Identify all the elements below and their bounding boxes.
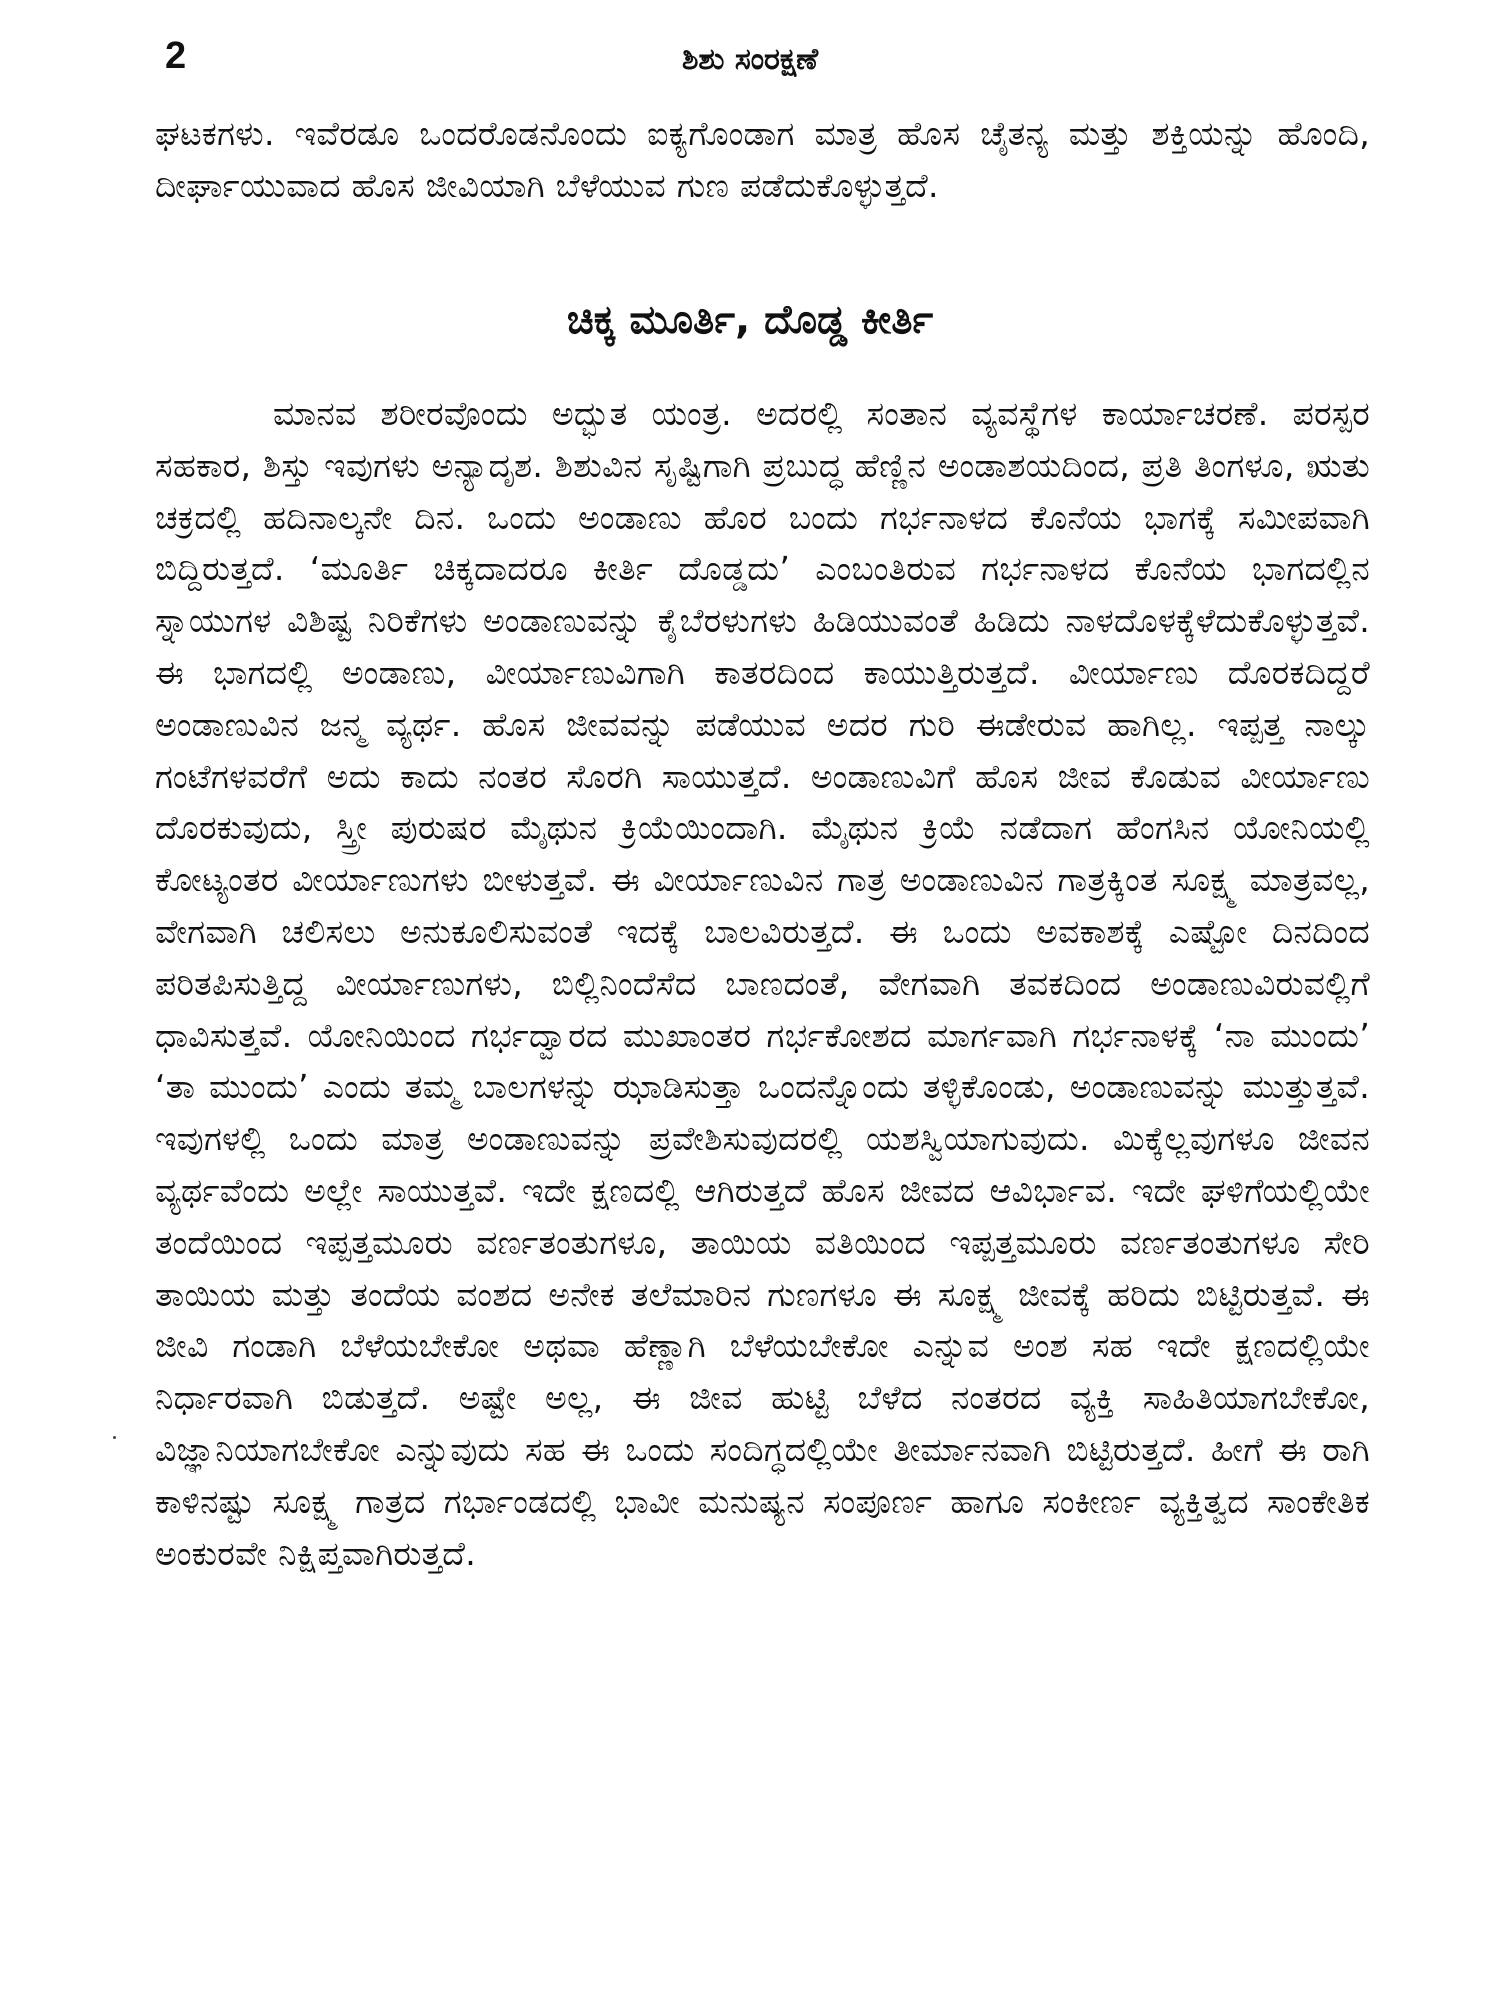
scan-speck [113,1436,116,1439]
paragraph-main: ಮಾನವ ಶರೀರವೊಂದು ಅದ್ಭುತ ಯಂತ್ರ. ಅದರಲ್ಲಿ ಸಂತಾನ ವ್ಯವಸ್ಥೆಗಳ ಕಾರ್ಯಾಚರಣೆ. ಪರಸ್ಪರ ಸಹಕಾರ, ಶಿಸ್ತು ಇವುಗಳು ಅನ್ಯಾದೃಶ. ಶಿಶುವಿನ ಸೃಷ್ಟಿಗಾಗಿ ಪ್ರಬುದ್ಧ ಹೆಣ್ಣಿನ ಅಂಡಾಶಯದಿಂದ, ಪ್ರತಿ ತಿಂಗಳೂ, ಋತು ಚಕ್ರದಲ್ಲಿ ಹದಿನಾಲ್ಕನೇ ದಿನ. ಒಂದು ಅಂಡಾಣು ಹೊರ ಬಂದು ಗರ್ಭನಾಳದ ಕೊನೆಯ ಭಾಗಕ್ಕೆ ಸಮೀಪವಾಗಿ ಬಿದ್ದಿರುತ್ತದೆ. ‘ಮೂರ್ತಿ ಚಿಕ್ಕದಾದರೂ ಕೀರ್ತಿ ದೊಡ್ಡದು’ ಎಂಬಂತಿರುವ ಗರ್ಭನಾಳದ ಕೊನೆಯ ಭಾಗದಲ್ಲಿನ ಸ್ನಾಯುಗಳ ವಿಶಿಷ್ಟ ನಿರಿಕೆಗಳು ಅಂಡಾಣುವನ್ನು ಕೈಬೆರಳುಗಳು ಹಿಡಿಯುವಂತೆ ಹಿಡಿದು ನಾಳದೊಳಕ್ಕೆಳೆದುಕೊಳ್ಳುತ್ತವೆ. ಈ ಭಾಗದಲ್ಲಿ ಅಂಡಾಣು, ವೀರ್ಯಾಣುವಿಗಾಗಿ ಕಾತರದಿಂದ ಕಾಯುತ್ತಿರುತ್ತದೆ. ವೀರ್ಯಾಣು ದೊರಕದಿದ್ದರೆ ಅಂಡಾಣುವಿನ ಜನ್ಮ ವ್ಯರ್ಥ. ಹೊಸ ಜೀವವನ್ನು ಪಡೆಯುವ ಅದರ ಗುರಿ ಈಡೇರುವ ಹಾಗಿಲ್ಲ. ಇಪ್ಪತ್ತ ನಾಲ್ಕು ಗಂಟೆಗಳವರೆಗೆ ಅದು ಕಾದು ನಂತರ ಸೊರಗಿ ಸಾಯುತ್ತದೆ. ಅಂಡಾಣುವಿಗೆ ಹೊಸ ಜೀವ ಕೊಡುವ ವೀರ್ಯಾಣು ದೊರಕುವುದು, ಸ್ತ್ರೀ ಪುರುಷರ ಮೈಥುನ ಕ್ರಿಯೆಯಿಂದಾಗಿ. ಮೈಥುನ ಕ್ರಿಯೆ ನಡೆದಾಗ ಹೆಂಗಸಿನ ಯೋನಿಯಲ್ಲಿ ಕೋಟ್ಯಂತರ ವೀರ್ಯಾಣುಗಳು ಬೀಳುತ್ತವೆ. ಈ ವೀರ್ಯಾಣುವಿನ ಗಾತ್ರ ಅಂಡಾಣುವಿನ ಗಾತ್ರಕ್ಕಿಂತ ಸೂಕ್ಷ್ಮ ಮಾತ್ರವಲ್ಲ, ವೇಗವಾಗಿ ಚಲಿಸಲು ಅನುಕೂಲಿಸುವಂತೆ ಇದಕ್ಕೆ ಬಾಲವಿರುತ್ತದೆ. ಈ ಒಂದು ಅವಕಾಶಕ್ಕೆ ಎಷ್ಟೋ ದಿನದಿಂದ ಪರಿತಪಿಸುತ್ತಿದ್ದ ವೀರ್ಯಾಣುಗಳು, ಬಿಲ್ಲಿನಿಂದೆಸೆದ ಬಾಣದಂತೆ, ವೇಗವಾಗಿ ತವಕದಿಂದ ಅಂಡಾಣುವಿರುವಲ್ಲಿಗೆ ಧಾವಿಸುತ್ತವೆ. ಯೋನಿಯಿಂದ ಗರ್ಭದ್ವಾರದ ಮುಖಾಂತರ ಗರ್ಭಕೋಶದ ಮಾರ್ಗವಾಗಿ ಗರ್ಭನಾಳಕ್ಕೆ ‘ನಾ ಮುಂದು’ ‘ತಾ ಮುಂದು’ ಎಂದು ತಮ್ಮ ಬಾಲಗಳನ್ನು ಝಾಡಿಸುತ್ತಾ ಒಂದನ್ನೊಂದು ತಳ್ಳಿಕೊಂಡು, ಅಂಡಾಣುವನ್ನು ಮುತ್ತುತ್ತವೆ. ಇವುಗಳಲ್ಲಿ ಒಂದು ಮಾತ್ರ ಅಂಡಾಣುವನ್ನು ಪ್ರವೇಶಿಸುವುದರಲ್ಲಿ ಯಶಸ್ವಿಯಾಗುವುದು. ಮಿಕ್ಕೆಲ್ಲವುಗಳೂ ಜೀವನ ವ್ಯರ್ಥವೆಂದು ಅಲ್ಲೇ ಸಾಯುತ್ತವೆ. ಇದೇ ಕ್ಷಣದಲ್ಲಿ ಆಗಿರುತ್ತದೆ ಹೊಸ ಜೀವದ ಆವಿರ್ಭಾವ. ಇದೇ ಘಳಿಗೆಯಲ್ಲಿಯೇ ತಂದೆಯಿಂದ ಇಪ್ಪತ್ತಮೂರು ವರ್ಣತಂತುಗಳೂ, ತಾಯಿಯ ವತಿಯಿಂದ ಇಪ್ಪತ್ತಮೂರು ವರ್ಣತಂತುಗಳೂ ಸೇರಿ ತಾಯಿಯ ಮತ್ತು ತಂದೆಯ ವಂಶದ ಅನೇಕ ತಲೆಮಾರಿನ ಗುಣಗಳೂ ಈ ಸೂಕ್ಷ್ಮ ಜೀವಕ್ಕೆ ಹರಿದು ಬಿಟ್ಟಿರುತ್ತವೆ. ಈ ಜೀವಿ ಗಂಡಾಗಿ ಬೆಳೆಯಬೇಕೋ ಅಥವಾ ಹೆಣ್ಣಾಗಿ ಬೆಳೆಯಬೇಕೋ ಎನ್ನುವ ಅಂಶ ಸಹ ಇದೇ ಕ್ಷಣದಲ್ಲಿಯೇ ನಿರ್ಧಾರವಾಗಿ ಬಿಡುತ್ತದೆ. ಅಷ್ಟೇ ಅಲ್ಲ, ಈ ಜೀವ ಹುಟ್ಟಿ ಬೆಳೆದ ನಂತರದ ವ್ಯಕ್ತಿ ಸಾಹಿತಿಯಾಗಬೇಕೋ, ವಿಜ್ಞಾನಿಯಾಗಬೇಕೋ ಎನ್ನುವುದು ಸಹ ಈ ಒಂದು ಸಂದಿಗ್ಧದಲ್ಲಿಯೇ ತೀರ್ಮಾನವಾಗಿ ಬಿಟ್ಟಿರುತ್ತದೆ. ಹೀಗೆ ಈ ರಾಗಿ ಕಾಳಿನಷ್ಟು ಸೂಕ್ಷ್ಮ ಗಾತ್ರದ ಗರ್ಭಾಂಡದಲ್ಲಿ ಭಾವೀ ಮನುಷ್ಯನ ಸಂಪೂರ್ಣ ಹಾಗೂ ಸಂಕೀರ್ಣ ವ್ಯಕ್ತಿತ್ವದ ಸಾಂಕೇತಿಕ ಅಂಕುರವೇ ನಿಕ್ಷಿಪ್ತವಾಗಿರುತ್ತದೆ. [155,394,1370,1573]
paragraph-continued: ಘಟಕಗಳು. ಇವೆರಡೂ ಒಂದರೊಡನೊಂದು ಐಕ್ಯಗೊಂಡಾಗ ಮಾತ್ರ ಹೊಸ ಚೈತನ್ಯ ಮತ್ತು ಶಕ್ತಿಯನ್ನು ಹೊಂದಿ, ದೀರ್ಘಾಯುವಾದ ಹೊಸ ಜೀವಿಯಾಗಿ ಬೆಳೆಯುವ ಗುಣ ಪಡೆದುಕೊಳ್ಳುತ್ತದೆ. [155,114,1370,205]
running-title: ಶಿಶು ಸಂರಕ್ಷಣೆ [681,42,819,77]
page-number: 2 [165,35,187,77]
section-heading: ಚಿಕ್ಕ ಮೂರ್ತಿ, ದೊಡ್ಡ ಕೀರ್ತಿ [566,297,934,343]
